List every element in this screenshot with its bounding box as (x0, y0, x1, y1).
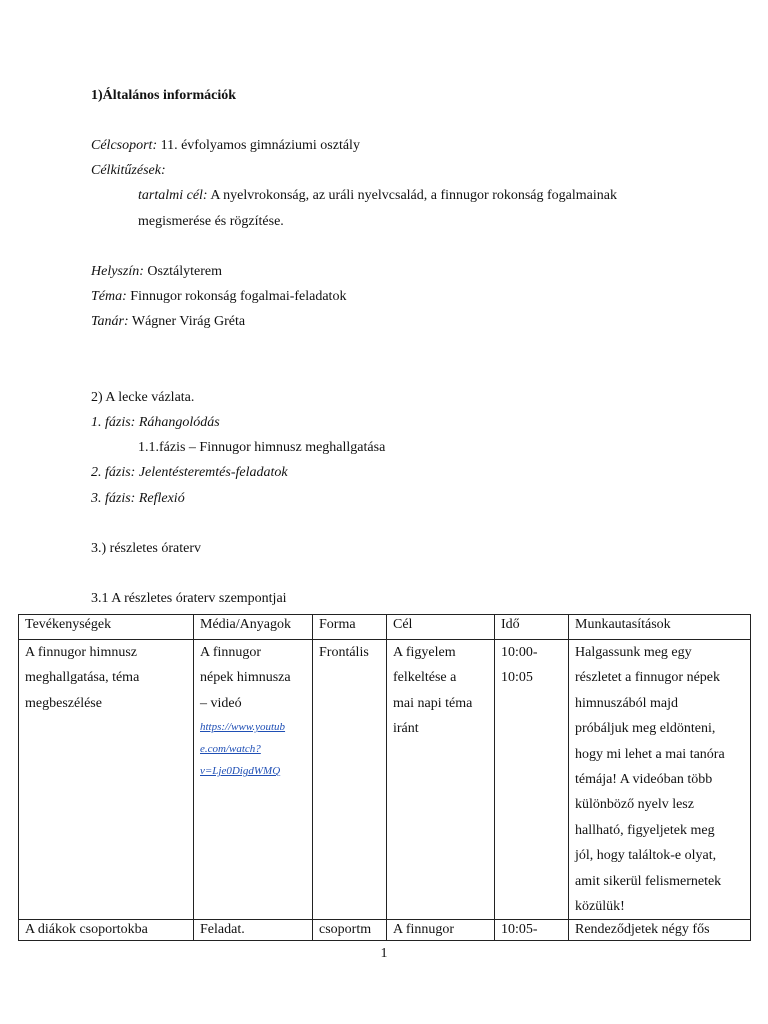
cell-line: megbeszélése (25, 695, 102, 711)
header-form: Forma (313, 615, 387, 640)
teacher-value: Wágner Virág Gréta (128, 314, 246, 329)
header-time: Idő (495, 615, 569, 640)
cell-instructions: Rendeződjetek négy fős (569, 920, 751, 941)
phase-2: 2. fázis: Jelentésteremtés-feladatok (91, 465, 288, 480)
link-line: https://www.youtub (200, 721, 286, 734)
target-group-line (91, 137, 360, 155)
cell-line: 10:05 (501, 670, 533, 686)
cell-time: 10:05- (495, 920, 569, 941)
section-1-heading: 1)Általános információk (91, 88, 237, 103)
header-media: Média/Anyagok (194, 615, 313, 640)
lesson-plan-table (18, 614, 751, 941)
phase-1: 1. fázis: Ráhangolódás (91, 415, 220, 430)
cell-line: témája! A videóban több (575, 772, 713, 788)
cell-goal: A finnugor (387, 920, 495, 941)
section-3-heading: 3.) részletes óraterv (91, 541, 201, 556)
cell-line: iránt (393, 721, 419, 737)
target-group-label: Célcsoport: (91, 138, 158, 153)
cell-line: himnuszából majd (575, 695, 679, 711)
cell-line: – videó (200, 695, 242, 711)
cell-media (194, 640, 313, 920)
content-goal-line (138, 187, 617, 205)
location-value: Osztályterem (143, 264, 223, 279)
phase-1-1: 1.1.fázis – Finnugor himnusz meghallgatása (138, 440, 386, 455)
cell-line: népek himnusza (200, 670, 291, 686)
cell-line: 10:00- (501, 645, 538, 660)
cell-instructions (569, 640, 751, 920)
cell-line: jól, hogy találtok-e olyat, (575, 848, 717, 864)
topic-label: Téma: (91, 289, 127, 304)
header-goal: Cél (387, 615, 495, 640)
topic-line (91, 288, 346, 306)
cell-line: hogy mi lehet a mai tanóra (575, 746, 725, 762)
cell-line: amit sikerül felismernetek (575, 873, 722, 889)
cell-line: Halgassunk meg egy (575, 645, 692, 660)
cell-line: felkeltése a (393, 670, 457, 686)
topic-value: Finnugor rokonság fogalmai-feladatok (126, 289, 347, 304)
header-activities: Tevékenységek (19, 615, 194, 640)
phase-3: 3. fázis: Reflexió (91, 491, 185, 506)
cell-line: hallható, figyeljetek meg (575, 822, 715, 838)
teacher-label: Tanár: (91, 314, 129, 329)
cell-form: Frontális (313, 640, 387, 920)
cell-line: A finnugor (200, 645, 262, 660)
content-goal-value: A nyelvrokonság, az uráli nyelvcsalád, a finnugor rokonság fogalmainak (207, 188, 617, 203)
cell-activity (19, 640, 194, 920)
cell-line: A figyelem (393, 645, 456, 660)
video-link[interactable] (200, 716, 306, 782)
cell-line: különböző nyelv lesz (575, 797, 694, 813)
location-line (91, 263, 222, 281)
cell-time (495, 640, 569, 920)
header-instructions: Munkautasítások (569, 615, 751, 640)
cell-activity: A diákok csoportokba (19, 920, 194, 941)
content-goal-value-cont: megismerése és rögzítése. (138, 214, 284, 229)
cell-line: meghallgatása, téma (25, 670, 140, 686)
section-3-1-heading: 3.1 A részletes óraterv szempontjai (91, 591, 287, 606)
location-label: Helyszín: (91, 264, 144, 279)
target-group-value: 11. évfolyamos gimnáziumi osztály (157, 138, 360, 153)
link-line: v=Lje0DigdWMQ (200, 765, 281, 778)
cell-line: mai napi téma (393, 695, 473, 711)
objectives-label: Célkitűzések: (91, 163, 166, 178)
cell-line: részletet a finnugor népek (575, 670, 720, 686)
cell-line: A finnugor himnusz (25, 645, 137, 660)
section-2-heading: 2) A lecke vázlata. (91, 390, 195, 405)
teacher-line (91, 313, 245, 331)
cell-media: Feladat. (194, 920, 313, 941)
content-goal-label: tartalmi cél: (138, 188, 208, 203)
table-row (19, 920, 751, 941)
link-line: e.com/watch? (200, 743, 261, 756)
table-row (19, 640, 751, 920)
cell-form: csoportm (313, 920, 387, 941)
table-header-row (19, 615, 751, 640)
page-number: 1 (380, 946, 388, 961)
cell-goal (387, 640, 495, 920)
cell-line: próbáljuk meg eldönteni, (575, 721, 716, 737)
cell-line: közülük! (575, 899, 625, 915)
